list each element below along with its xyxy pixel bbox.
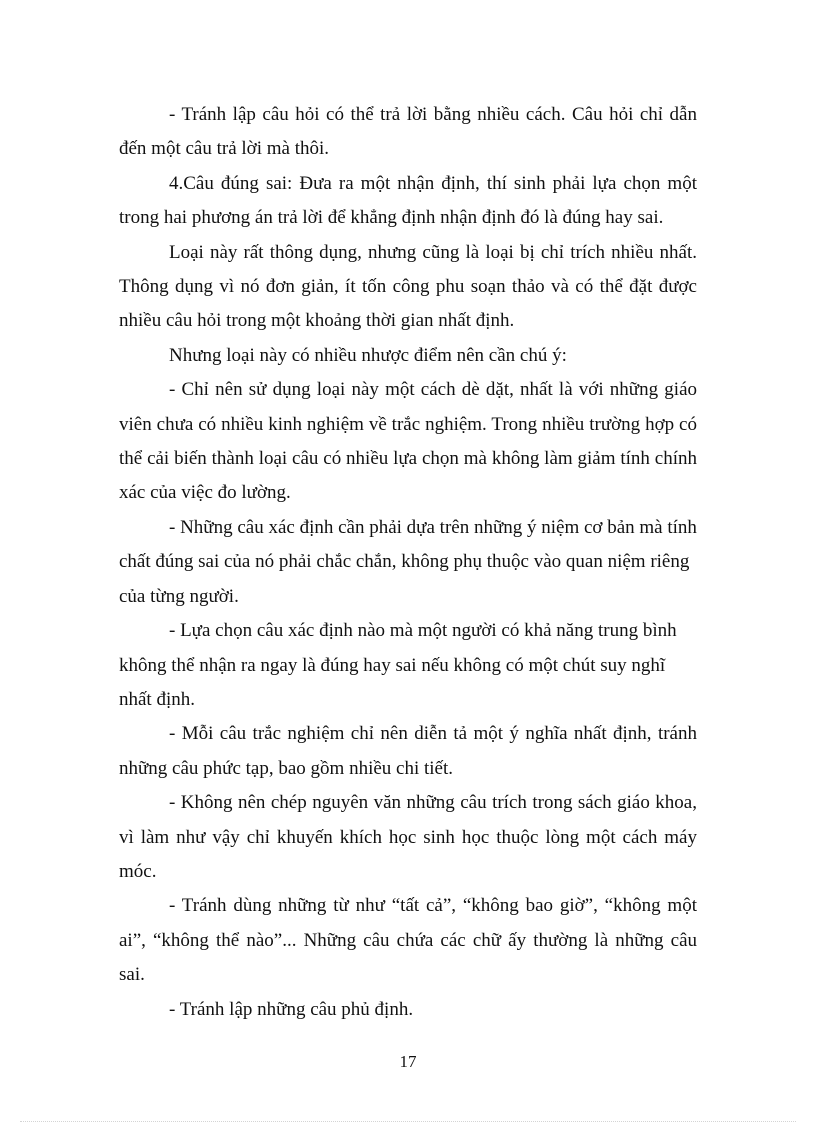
page-number: 17 (399, 1052, 417, 1071)
page-bottom-divider (20, 1121, 796, 1122)
paragraph-4: Nhưng loại này có nhiều nhược điểm nên cần chú ý: (169, 344, 567, 366)
paragraph-7: - Lựa chọn câu xác định nào mà một người có khả năng trung bình không thể nhận ra ngay là đúng hay sai nếu không có một chút suy nghĩ nhất định. (119, 620, 677, 710)
paragraph-6: - Những câu xác định cần phải dựa trên những ý niệm cơ bản mà tính chất đúng sai của nó phải chắc chắn, không phụ thuộc vào quan niệm riêng của từng người. (119, 516, 697, 607)
paragraph-9: - Không nên chép nguyên văn những câu trích trong sách giáo khoa, vì làm như vậy chỉ khuyến khích học sinh học thuộc lòng một cách máy móc. (119, 792, 697, 882)
page-body (119, 98, 697, 1027)
paragraph-2: 4.Câu đúng sai: Đưa ra một nhận định, thí sinh phải lựa chọn một trong hai phương án trả lời để khẳng định nhận định đó là đúng hay sai. (119, 172, 697, 229)
paragraph-11: - Tránh lập những câu phủ định. (169, 998, 414, 1020)
paragraph-5: - Chỉ nên sử dụng loại này một cách dè dặt, nhất là với những giáo viên chưa có nhiều kinh nghiệm về trắc nghiệm. Trong nhiều trường hợp có thể cải biến thành loại câu có nhiều lựa chọn mà không làm giảm tính chính xác của việc đo lường. (119, 379, 697, 504)
paragraph-3: Loại này rất thông dụng, nhưng cũng là loại bị chỉ trích nhiều nhất. Thông dụng vì nó đơn giản, ít tốn công phu soạn thảo và có thể đặt được nhiều câu hỏi trong một khoảng thời gian nhất định. (119, 241, 697, 332)
paragraph-8: - Mỗi câu trắc nghiệm chỉ nên diễn tả một ý nghĩa nhất định, tránh những câu phức tạp, bao gồm nhiều chi tiết. (119, 723, 697, 779)
paragraph-1: - Tránh lập câu hỏi có thể trả lời bằng nhiều cách. Câu hỏi chỉ dẫn đến một câu trả lời mà thôi. (119, 104, 697, 160)
paragraph-10: - Tránh dùng những từ như “tất cả”, “không bao giờ”, “không một ai”, “không thể nào”... Những câu chứa các chữ ấy thường là những câu sai. (119, 895, 697, 986)
